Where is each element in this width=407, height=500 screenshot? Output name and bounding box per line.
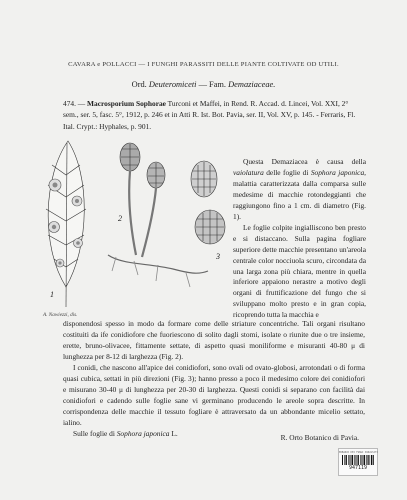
p1-text-d: Sophora japonica, bbox=[310, 167, 367, 177]
ord-label: Ord. bbox=[131, 80, 147, 89]
p1-text-c: delle foglie di bbox=[263, 167, 311, 177]
description-column bbox=[233, 157, 366, 321]
p1-text-b: vaiolatura bbox=[233, 167, 264, 177]
barcode-icon bbox=[342, 455, 374, 465]
institution-signature: R. Orto Botanico di Pavia. bbox=[280, 433, 359, 442]
p1-text-e: malattia caratterizzata dalla comparsa sulle medesime di macchie rotondeggianti che raggiungono fino a 1 cm. di diametro (Fig. 1). bbox=[233, 178, 366, 221]
stamp-number: 947119 bbox=[348, 465, 368, 471]
running-head: CAVARA e POLLACCI — I FUNGHI PARASSITI DELLE PIANTE COLTIVATE OD UTILI. bbox=[68, 61, 339, 68]
figure-plate bbox=[38, 135, 233, 317]
paragraph-1 bbox=[233, 157, 366, 223]
paragraph-2-end: disponendosi spesso in modo da formare come delle striature concentriche. Tali organi risultano costituiti da ife conidiofore che fuoriescono di solito dagli stomi, isolate o riunite due o tre insieme, erette, bruno-olivacee, fittamente settate, di aspetto quasi moniliforme e misuranti 40-80 μ di lunghezza per 8-12 di larghezza (Fig. 2). bbox=[63, 319, 365, 361]
fam-name: Demaziaceae. bbox=[228, 80, 276, 89]
entry-number: 474. bbox=[63, 99, 76, 108]
description-bottom bbox=[63, 319, 365, 439]
p1-text-a: Questa Demaziacea è causa della bbox=[243, 157, 366, 166]
fungus-illustration bbox=[38, 135, 233, 317]
stamp-label: ERBARIO DEI FUNGI PARASSITI bbox=[339, 451, 378, 454]
p4-text-b: Sophora japonica bbox=[116, 428, 170, 438]
figure-credit: A. Nawiezzi, dis. bbox=[43, 312, 78, 318]
figure-label-1: 1 bbox=[50, 290, 54, 299]
paragraph-3: I conidi, che nascono all'apice dei conidiofori, sono ovali od ovato-globosi, arrotondati o di forma quasi cubica, settati in più direzioni (Fig. 3); hanno presso a poco il medesimo colore dei conidiofori e misurano 30-40 μ di lunghezza per 20-30 di larghezza. Questi conidi si separano con facilità dai conidiofori e cadendo sulle foglie sane vi germinano producendo le areole sopra descritte. In corrispondenza delle macchie il tessuto fogliare è attraversato da un abbondante micelio settato, ialino. bbox=[63, 362, 365, 427]
conidiophore-drawing bbox=[108, 143, 208, 287]
entry-heading bbox=[63, 98, 363, 132]
species-name: Macrosporium Sophorae bbox=[87, 99, 166, 108]
barcode-stamp bbox=[338, 448, 378, 476]
conidia-drawing bbox=[191, 161, 225, 244]
figure-label-3: 3 bbox=[216, 252, 220, 261]
ord-name: Deuteromiceti bbox=[148, 80, 197, 89]
classification-line bbox=[0, 80, 407, 89]
entry-dash: — bbox=[77, 99, 86, 108]
p4-text-c: L. bbox=[169, 428, 178, 438]
p4-text-a: Sulle foglie di bbox=[73, 428, 117, 438]
paragraph-2-start: Le foglie colpite ingialliscono ben presto e si distaccano. Sulla pagina fogliare superiore dette macchie presentano un'areola centrale color nocciuola scuro, circondata da una larga zona più chiara, mentre in quella inferiore appaiono nerastre a motivo degli organi di fruttificazione del fungo che si sviluppano molto presto e in gran copia, ricoprendo tutta la macchia e bbox=[233, 222, 366, 320]
figure-label-2: 2 bbox=[118, 214, 122, 223]
entry-citation: Turconi et Maffei, in Rend. R. Accad. d. Lincei, Vol. XXI, 2° sem., ser. 5, fasc. 5°, 1912, p. 246 et in Atti R. Ist. Bot. Pavia, ser. II, Vol. XV, p. 145. - Ferraris, Fl. Ital. Crypt.: Hyphales, p. 901. bbox=[63, 99, 356, 131]
fam-label: — Fam. bbox=[198, 80, 227, 89]
leaf-drawing bbox=[46, 141, 86, 307]
